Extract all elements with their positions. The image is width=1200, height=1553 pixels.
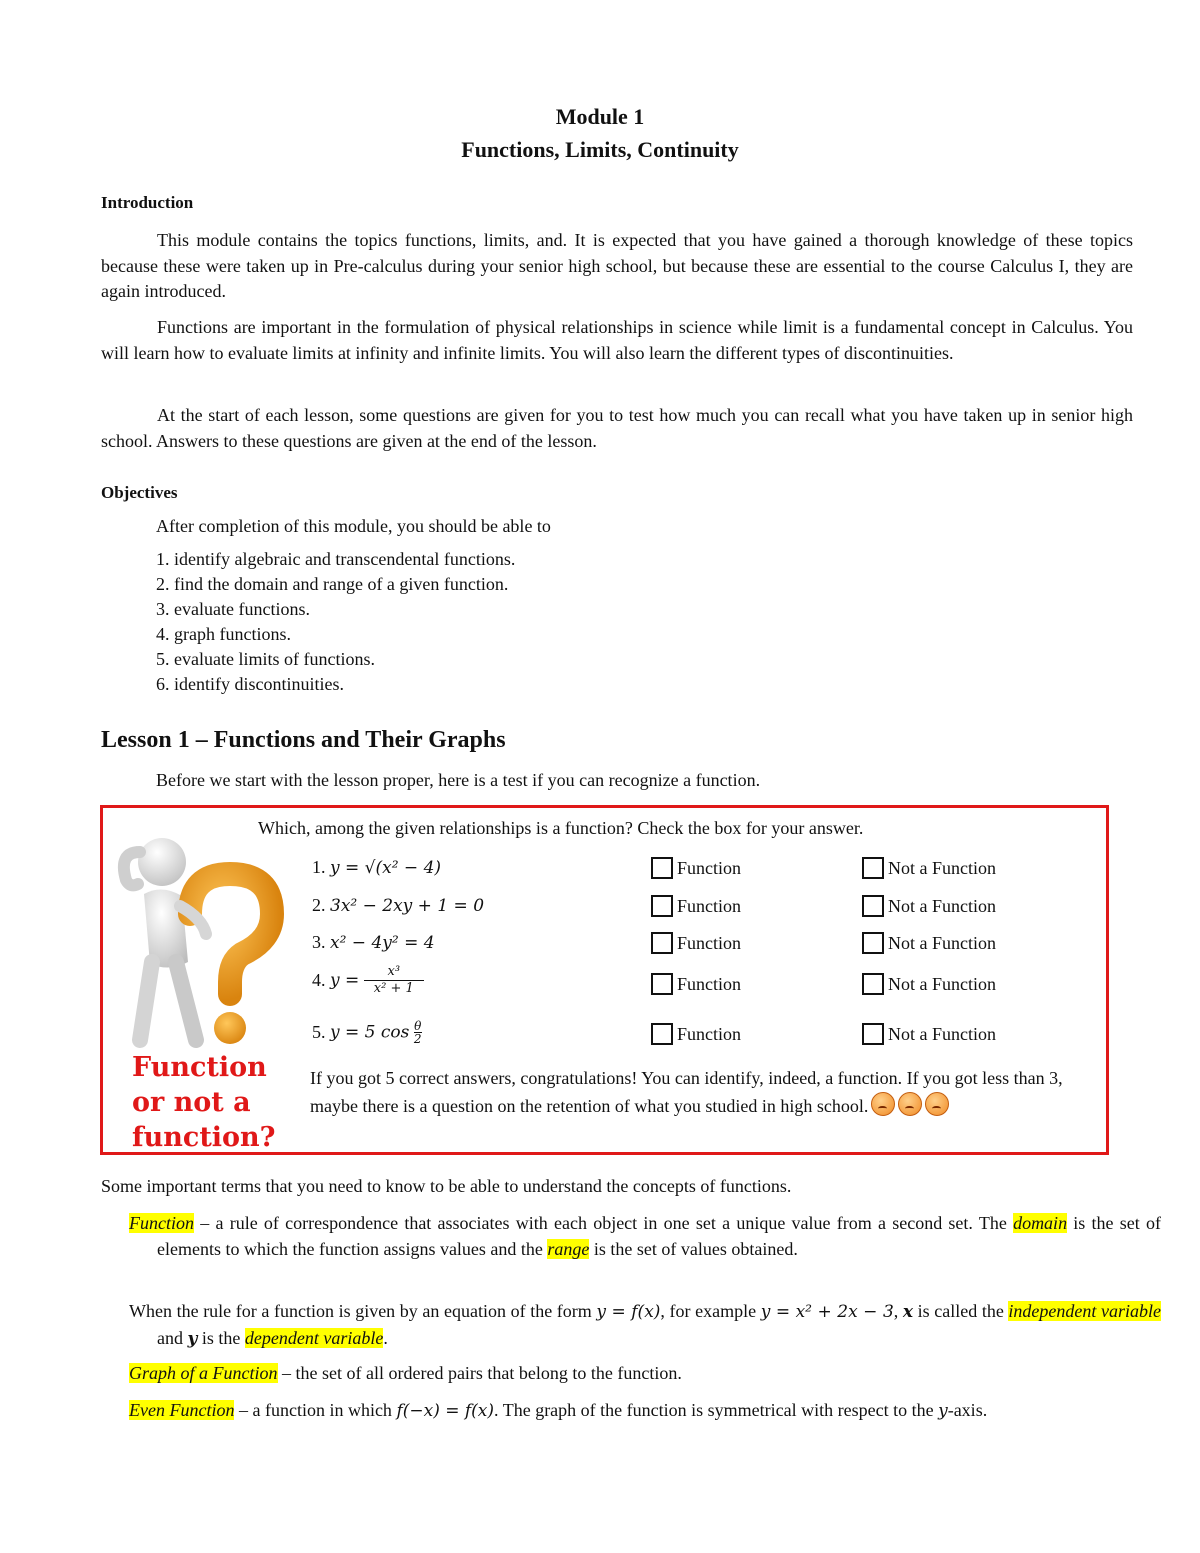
- term-domain: domain: [1013, 1213, 1068, 1233]
- function-option-4[interactable]: [651, 973, 741, 995]
- term-independent-variable: independent variable: [1008, 1301, 1161, 1321]
- intro-paragraph-1: This module contains the topics functions, limits, and. It is expected that you have gained a thorough knowledge of these topics because these were taken up in Pre-calculus during your senior high school, but because these are essential to the course Calculus I, they are again introduced.: [101, 230, 1133, 301]
- question-number: 5.: [312, 1022, 326, 1042]
- function-option-5[interactable]: [651, 1023, 741, 1045]
- fraction-denominator: 2: [413, 1032, 422, 1046]
- checkbox[interactable]: [862, 932, 884, 954]
- lesson-intro: Before we start with the lesson proper, here is a test if you can recognize a function.: [156, 770, 761, 790]
- function-option-3[interactable]: [651, 932, 741, 954]
- question-expression-lhs: y =: [330, 970, 360, 991]
- intro-paragraph-3: At the start of each lesson, some questions are given for you to test how much you can recall what you have taken up in senior high school. Answers to these questions are given at the end of the lesson.: [101, 405, 1133, 451]
- checkbox[interactable]: [651, 895, 673, 917]
- objectives-lead: After completion of this module, you should be able to: [156, 516, 551, 536]
- question-fraction: [414, 1020, 422, 1045]
- checkbox[interactable]: [862, 1023, 884, 1045]
- question-number: 2.: [312, 895, 326, 915]
- fraction-denominator: x² + 1: [364, 980, 424, 997]
- definition-text: – a rule of correspondence that associates with each object in one set a unique value from a second set. The: [194, 1213, 1014, 1233]
- term-function: Function: [129, 1213, 194, 1233]
- quiz-prompt: Which, among the given relationships is a function? Check the box for your answer.: [258, 818, 864, 838]
- not-function-option-3[interactable]: [862, 932, 996, 954]
- question-row: [312, 1020, 422, 1045]
- introduction-heading: Introduction: [101, 193, 194, 212]
- not-function-option-5[interactable]: [862, 1023, 996, 1045]
- variable: y: [187, 1328, 198, 1349]
- thinking-figure-question-mark-image: [110, 822, 290, 1054]
- variable: y: [938, 1401, 948, 1421]
- checkbox[interactable]: [862, 973, 884, 995]
- option-label: Function: [677, 1024, 742, 1044]
- caption-line: function?: [132, 1122, 276, 1153]
- option-label: Not a Function: [888, 933, 996, 953]
- question-number: 4.: [312, 970, 326, 990]
- objective-item: 1. identify algebraic and transcendental functions.: [156, 549, 516, 569]
- definition-text: is the set of elements to which the function assigns values and the: [157, 1213, 1161, 1259]
- checkbox[interactable]: [651, 932, 673, 954]
- fraction-numerator: θ: [414, 1019, 422, 1033]
- quiz-result-text: [310, 1065, 1092, 1120]
- question-fraction: [364, 964, 424, 997]
- definition-text: – a function in which: [234, 1400, 397, 1420]
- checkbox[interactable]: [651, 1023, 673, 1045]
- not-function-option-4[interactable]: [862, 973, 996, 995]
- definition-text: and: [157, 1327, 188, 1348]
- question-row: [312, 895, 484, 916]
- objectives-heading: Objectives: [101, 483, 178, 502]
- image-caption: [132, 1050, 276, 1155]
- question-row: [312, 857, 441, 878]
- definition-text: ,: [893, 1301, 903, 1321]
- checkbox[interactable]: [862, 895, 884, 917]
- definition-text: .: [383, 1327, 388, 1348]
- objective-item: 5. evaluate limits of functions.: [156, 649, 375, 669]
- checkbox[interactable]: [862, 857, 884, 879]
- lesson-title: Lesson 1 – Functions and Their Graphs: [101, 727, 506, 753]
- option-label: Function: [677, 896, 742, 916]
- graph-definition: [129, 1361, 1161, 1387]
- caption-line: or not a: [132, 1087, 251, 1118]
- checkbox[interactable]: [651, 857, 673, 879]
- function-option-2[interactable]: [651, 895, 741, 917]
- definition-text: is the set of values obtained.: [589, 1238, 798, 1259]
- not-function-option-1[interactable]: [862, 857, 996, 879]
- question-row: [312, 932, 435, 953]
- question-expression: y = √(x² − 4): [330, 858, 442, 878]
- sad-face-icon: [898, 1092, 922, 1116]
- equation: y = x² + 2x − 3: [760, 1302, 894, 1322]
- definition-text: , for example: [660, 1301, 761, 1321]
- option-label: Function: [677, 858, 742, 878]
- objective-item: 3. evaluate functions.: [156, 599, 310, 619]
- objective-item: 4. graph functions.: [156, 624, 291, 644]
- question-expression: x² − 4y² = 4: [330, 933, 435, 953]
- fraction-numerator: x³: [387, 964, 401, 979]
- terms-lead: Some important terms that you need to know to be able to understand the concepts of functions.: [101, 1176, 792, 1196]
- function-option-1[interactable]: [651, 857, 741, 879]
- caption-line: Function: [132, 1052, 267, 1083]
- equation: y = f(x): [596, 1302, 661, 1322]
- option-label: Not a Function: [888, 974, 996, 994]
- module-subtitle: Functions, Limits, Continuity: [461, 137, 739, 162]
- term-dependent-variable: dependent variable: [244, 1327, 384, 1348]
- definition-text: -axis.: [947, 1400, 988, 1420]
- equation: f(−x) = f(x): [396, 1401, 495, 1421]
- term-range: range: [547, 1238, 590, 1259]
- question-expression: 3x² − 2xy + 1 = 0: [330, 896, 485, 916]
- option-label: Not a Function: [888, 858, 996, 878]
- result-text: If you got 5 correct answers, congratulations! You can identify, indeed, a function. If you got less than 3, maybe there is a question on the retention of what you studied in high school.: [310, 1068, 1063, 1116]
- definition-text: – the set of all ordered pairs that belong to the function.: [277, 1363, 682, 1383]
- term-even-function: Even Function: [129, 1400, 235, 1420]
- module-title: Module 1: [555, 104, 645, 129]
- even-function-definition: [129, 1398, 1161, 1425]
- option-label: Not a Function: [888, 1024, 996, 1044]
- definition-text: is called the: [913, 1301, 1009, 1321]
- not-function-option-2[interactable]: [862, 895, 996, 917]
- checkbox[interactable]: [651, 973, 673, 995]
- question-number: 1.: [312, 857, 326, 877]
- variable: x: [902, 1302, 914, 1322]
- variables-definition: [129, 1299, 1161, 1352]
- option-label: Function: [677, 974, 742, 994]
- question-expression-lhs: y = 5 cos: [330, 1022, 410, 1043]
- objective-item: 2. find the domain and range of a given function.: [156, 574, 509, 594]
- objectives-list: [156, 547, 515, 697]
- function-definition: [129, 1211, 1161, 1262]
- definition-text: . The graph of the function is symmetrical with respect to the: [494, 1400, 939, 1420]
- option-label: Not a Function: [888, 896, 996, 916]
- sad-face-icon: [925, 1092, 949, 1116]
- intro-paragraph-2: Functions are important in the formulation of physical relationships in science while limit is a fundamental concept in Calculus. You will learn how to evaluate limits at infinity and infinite limits. You will also learn the different types of discontinuities.: [101, 317, 1133, 363]
- question-row: [312, 964, 424, 997]
- option-label: Function: [677, 933, 742, 953]
- definition-text: is the: [197, 1327, 245, 1348]
- term-graph-of-function: Graph of a Function: [129, 1363, 278, 1383]
- sad-face-icon: [871, 1092, 895, 1116]
- question-number: 3.: [312, 932, 326, 952]
- definition-text: When the rule for a function is given by an equation of the form: [129, 1301, 597, 1321]
- objective-item: 6. identify discontinuities.: [156, 674, 344, 694]
